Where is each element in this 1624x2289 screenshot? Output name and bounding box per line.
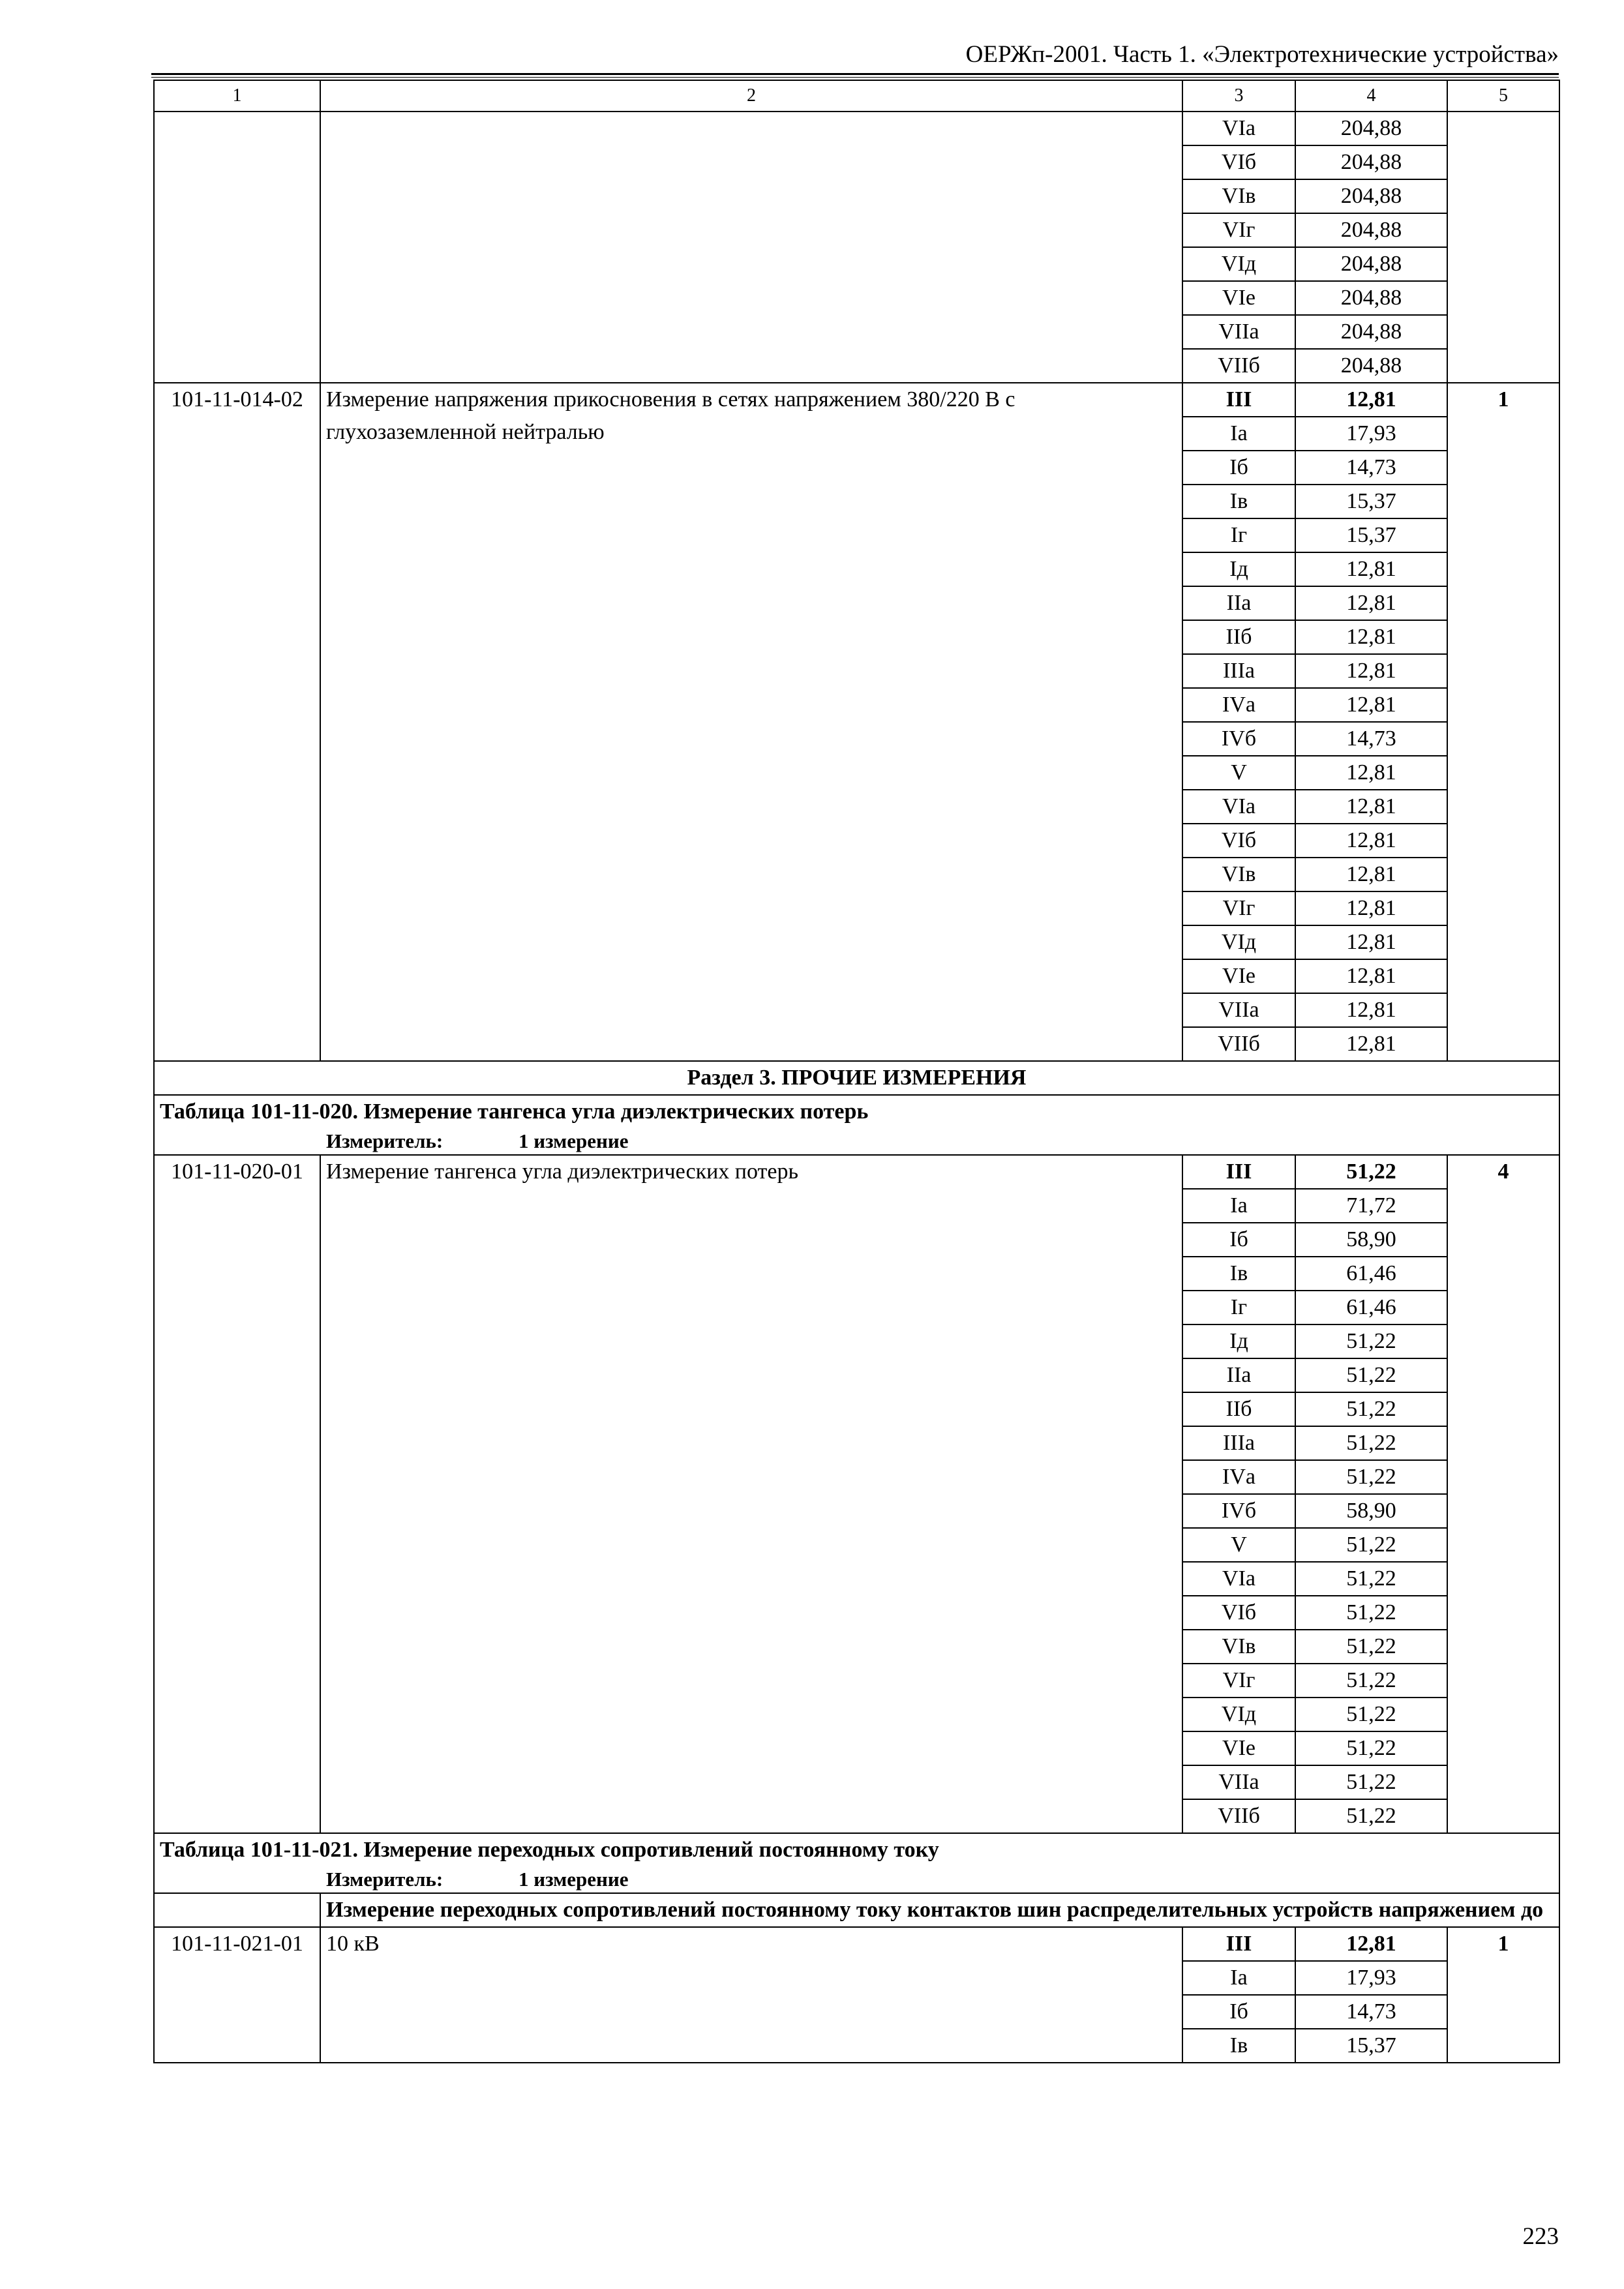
zone-category: IIа [1182, 586, 1295, 620]
zone-category: Iб [1182, 1995, 1295, 2029]
zone-category: VIг [1182, 891, 1295, 925]
zone-category: VIб [1182, 1596, 1295, 1630]
zone-category: IIIа [1182, 654, 1295, 688]
rate-value: 12,81 [1295, 756, 1447, 790]
rate-value: 51,22 [1295, 1731, 1447, 1765]
column-number: 3 [1182, 80, 1295, 112]
zone-category: VIIб [1182, 1799, 1295, 1833]
table-title-text: Таблица 101-11-021. Измерение переходных сопротивлений постоянному току [160, 1838, 939, 1862]
rate-value: 51,22 [1295, 1460, 1447, 1494]
rate-value: 15,37 [1295, 2029, 1447, 2063]
zone-category: V [1182, 1528, 1295, 1562]
item-description: Измерение напряжения прикосновения в сетях напряжением 380/220 В с глухозаземленной нейтралью [320, 383, 1182, 1061]
item-description: Измерение тангенса угла диэлектрических потерь [320, 1155, 1182, 1833]
rate-value: 58,90 [1295, 1223, 1447, 1257]
rate-value: 12,81 [1295, 959, 1447, 993]
rate-value: 51,22 [1295, 1698, 1447, 1731]
rate-value: 12,81 [1295, 654, 1447, 688]
meter-line [160, 1128, 1554, 1154]
meter-value: 1 измерение [519, 1130, 629, 1152]
rate-value: 12,81 [1295, 552, 1447, 586]
zone-category: Iд [1182, 1324, 1295, 1358]
zone-category: VIг [1182, 1664, 1295, 1698]
meter-value: 1 измерение [519, 1868, 629, 1891]
header-rule [151, 73, 1559, 75]
column-number: 2 [320, 80, 1182, 112]
zone-category: VIд [1182, 247, 1295, 281]
zone-category: Iв [1182, 485, 1295, 518]
rate-row [154, 383, 1559, 417]
section-row [154, 1061, 1559, 1095]
rate-value: 51,22 [1295, 1324, 1447, 1358]
rate-value: 15,37 [1295, 485, 1447, 518]
item-description: 10 кВ [320, 1927, 1182, 2063]
item-code: 101-11-020-01 [154, 1155, 320, 1833]
zone-category: III [1182, 1927, 1295, 1961]
zone-category: VIб [1182, 824, 1295, 858]
rate-value: 204,88 [1295, 112, 1447, 145]
unit-count: 1 [1447, 1927, 1559, 2063]
rates-table [153, 80, 1560, 2063]
rate-value: 204,88 [1295, 349, 1447, 383]
zone-category: Iд [1182, 552, 1295, 586]
subheading-empty [154, 1893, 320, 1927]
zone-category: Iв [1182, 1257, 1295, 1291]
section-title: Раздел 3. ПРОЧИЕ ИЗМЕРЕНИЯ [154, 1061, 1559, 1095]
rate-value: 12,81 [1295, 858, 1447, 891]
zone-category: VIе [1182, 281, 1295, 315]
rate-value: 14,73 [1295, 1995, 1447, 2029]
rate-value: 14,73 [1295, 722, 1447, 756]
unit-count [1447, 112, 1559, 383]
zone-category: VIв [1182, 1630, 1295, 1664]
rate-value: 204,88 [1295, 315, 1447, 349]
zone-category: VIIа [1182, 315, 1295, 349]
subheading-text: Измерение переходных сопротивлений постоянному току контактов шин распределительных устройств напряжением до [320, 1893, 1559, 1927]
rate-value: 12,81 [1295, 383, 1447, 417]
zone-category: VIIа [1182, 1765, 1295, 1799]
rate-value: 61,46 [1295, 1291, 1447, 1324]
item-code [154, 112, 320, 383]
column-number: 4 [1295, 80, 1447, 112]
zone-category: IVб [1182, 722, 1295, 756]
rate-value: 51,22 [1295, 1630, 1447, 1664]
zone-category: IIб [1182, 620, 1295, 654]
table-title-text: Таблица 101-11-020. Измерение тангенса угла диэлектрических потерь [160, 1100, 869, 1124]
rate-value: 17,93 [1295, 1961, 1447, 1995]
rate-value: 204,88 [1295, 247, 1447, 281]
column-number: 1 [154, 80, 320, 112]
rate-value: 12,81 [1295, 993, 1447, 1027]
rate-value: 12,81 [1295, 586, 1447, 620]
zone-category: Iб [1182, 451, 1295, 485]
zone-category: VIIа [1182, 993, 1295, 1027]
rate-value: 204,88 [1295, 145, 1447, 179]
zone-category: VIIб [1182, 1027, 1295, 1061]
rate-value: 12,81 [1295, 790, 1447, 824]
zone-category: VIв [1182, 858, 1295, 891]
rate-value: 51,22 [1295, 1155, 1447, 1189]
zone-category: VIе [1182, 1731, 1295, 1765]
table-title-row [154, 1833, 1559, 1893]
item-description [320, 112, 1182, 383]
rate-value: 51,22 [1295, 1562, 1447, 1596]
header-rule-thin [151, 77, 1559, 78]
rate-value: 61,46 [1295, 1257, 1447, 1291]
rate-row [154, 1155, 1559, 1189]
zone-category: Iа [1182, 1189, 1295, 1223]
rate-row [154, 1927, 1559, 1961]
rate-value: 12,81 [1295, 925, 1447, 959]
rate-value: 12,81 [1295, 1027, 1447, 1061]
column-number-row [154, 80, 1559, 112]
zone-category: Iб [1182, 1223, 1295, 1257]
zone-category: Iг [1182, 1291, 1295, 1324]
item-code: 101-11-021-01 [154, 1927, 320, 2063]
zone-category: VIв [1182, 179, 1295, 213]
rate-value: 204,88 [1295, 281, 1447, 315]
zone-category: Iа [1182, 417, 1295, 451]
rate-value: 14,73 [1295, 451, 1447, 485]
item-code: 101-11-014-02 [154, 383, 320, 1061]
meter-line [160, 1866, 1554, 1893]
zone-category: IVа [1182, 1460, 1295, 1494]
rate-value: 15,37 [1295, 518, 1447, 552]
rate-value: 12,81 [1295, 824, 1447, 858]
zone-category: VIб [1182, 145, 1295, 179]
zone-category: III [1182, 1155, 1295, 1189]
rate-value: 12,81 [1295, 688, 1447, 722]
rate-value: 204,88 [1295, 213, 1447, 247]
table-title-row [154, 1095, 1559, 1155]
rate-value: 12,81 [1295, 891, 1447, 925]
page-header-title: ОЕРЖп-2001. Часть 1. «Электротехнические устройства» [965, 41, 1559, 68]
zone-category: Iг [1182, 518, 1295, 552]
rate-value: 17,93 [1295, 417, 1447, 451]
zone-category: VIе [1182, 959, 1295, 993]
zone-category: IIа [1182, 1358, 1295, 1392]
rate-value: 51,22 [1295, 1358, 1447, 1392]
zone-category: IVа [1182, 688, 1295, 722]
meter-label: Измеритель: [326, 1130, 444, 1152]
table-title [154, 1833, 1559, 1893]
zone-category: V [1182, 756, 1295, 790]
rate-row [154, 112, 1559, 145]
zone-category: VIд [1182, 1698, 1295, 1731]
rate-value: 71,72 [1295, 1189, 1447, 1223]
zone-category: IVб [1182, 1494, 1295, 1528]
zone-category: VIд [1182, 925, 1295, 959]
unit-count: 1 [1447, 383, 1559, 1061]
rate-value: 51,22 [1295, 1664, 1447, 1698]
subheading-row [154, 1893, 1559, 1927]
rate-value: 51,22 [1295, 1596, 1447, 1630]
zone-category: VIа [1182, 112, 1295, 145]
rate-value: 51,22 [1295, 1528, 1447, 1562]
table-title [154, 1095, 1559, 1155]
zone-category: IIIа [1182, 1426, 1295, 1460]
rate-value: 12,81 [1295, 1927, 1447, 1961]
zone-category: III [1182, 383, 1295, 417]
rate-value: 51,22 [1295, 1426, 1447, 1460]
rate-value: 12,81 [1295, 620, 1447, 654]
rate-value: 51,22 [1295, 1799, 1447, 1833]
rate-value: 58,90 [1295, 1494, 1447, 1528]
zone-category: VIа [1182, 790, 1295, 824]
page-number: 223 [1522, 2223, 1559, 2250]
zone-category: Iа [1182, 1961, 1295, 1995]
zone-category: IIб [1182, 1392, 1295, 1426]
zone-category: VIа [1182, 1562, 1295, 1596]
rate-value: 51,22 [1295, 1765, 1447, 1799]
zone-category: VIг [1182, 213, 1295, 247]
zone-category: Iв [1182, 2029, 1295, 2063]
meter-label: Измеритель: [326, 1868, 444, 1891]
zone-category: VIIб [1182, 349, 1295, 383]
unit-count: 4 [1447, 1155, 1559, 1833]
rate-value: 51,22 [1295, 1392, 1447, 1426]
rate-value: 204,88 [1295, 179, 1447, 213]
column-number: 5 [1447, 80, 1559, 112]
